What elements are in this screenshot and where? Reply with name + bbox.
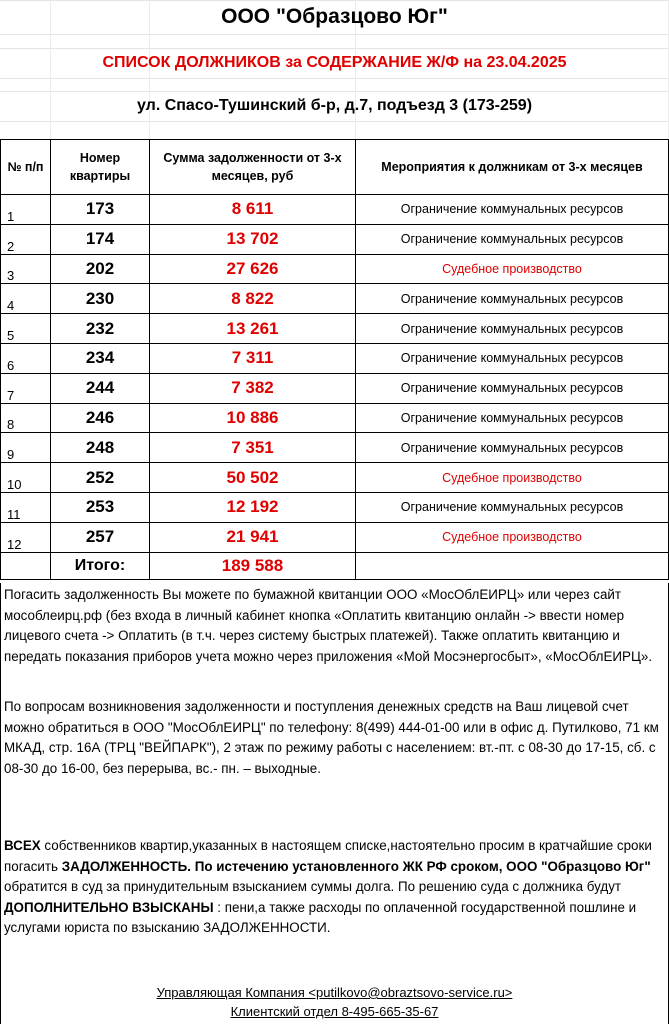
debt-measure: Судебное производство xyxy=(356,522,669,552)
debt-amount: 10 886 xyxy=(150,403,356,433)
total-amount: 189 588 xyxy=(150,552,356,579)
apartment-number: 230 xyxy=(51,284,150,314)
debt-amount: 8 611 xyxy=(150,195,356,225)
warning-text: : пени,а также расходы по оплаченной государственной пошлине и услугами юриста по взысканию ЗАДОЛЖЕННОСТИ. xyxy=(4,899,637,935)
document-title: СПИСОК ДОЛЖНИКОВ за СОДЕРЖАНИЕ Ж/Ф на 23.04.2025 xyxy=(102,54,567,71)
table-row xyxy=(1,373,669,403)
table-row xyxy=(1,224,669,254)
debt-amount: 7 382 xyxy=(150,373,356,403)
warning-bold-all: ВСЕХ xyxy=(4,838,41,853)
debt-measure: Ограничение коммунальных ресурсов xyxy=(356,314,669,344)
apartment-number: 248 xyxy=(51,433,150,463)
total-empty-cell xyxy=(356,552,669,579)
warning-text: обратится в суд за принудительным взысканием суммы долга. По решению суда с должника будут xyxy=(4,879,622,894)
debt-amount: 27 626 xyxy=(150,254,356,284)
company-name: ООО "Образцово Юг" xyxy=(221,5,448,28)
debt-amount: 13 261 xyxy=(150,314,356,344)
debt-measure: Ограничение коммунальных ресурсов xyxy=(356,343,669,373)
warning-paragraph xyxy=(4,836,664,939)
total-row xyxy=(1,552,669,579)
apartment-number: 252 xyxy=(51,463,150,493)
debt-measure: Ограничение коммунальных ресурсов xyxy=(356,195,669,225)
warning-text: собственников квартир,указанных в настоящем списке,настоятельно просим в кратчайшие сроки погасить xyxy=(4,838,652,874)
row-number: 8 xyxy=(1,403,51,433)
row-number: 11 xyxy=(1,492,51,522)
contact-info-paragraph: По вопросам возникновения задолженности и поступления денежных средств на Ваш лицевой счет можно обратиться в ООО "МосОблЕИРЦ" по телефону: 8(499) 444-01-00 или в офис д. Путилково, 71 км МКАД, стр. 16А (ТРЦ "ВЕЙПАРК"), 2 этаж по режиму работы с населением: вт.-пт. с 08-30 до 17-15, сб. с 08-30 до 16-00, без перерыва, вс.- пн. – выходные. xyxy=(4,699,659,776)
grid-line xyxy=(0,48,669,49)
table-row xyxy=(1,343,669,373)
apartment-number: 253 xyxy=(51,492,150,522)
row-number: 4 xyxy=(1,284,51,314)
debt-measure: Судебное производство xyxy=(356,254,669,284)
table-header-row xyxy=(1,140,669,195)
grid-line xyxy=(0,121,669,122)
grid-line xyxy=(0,34,669,35)
row-number: 10 xyxy=(1,463,51,493)
row-number: 12 xyxy=(1,522,51,552)
row-number: 7 xyxy=(1,373,51,403)
row-number: 9 xyxy=(1,433,51,463)
table-row xyxy=(1,403,669,433)
payment-info-paragraph: Погасить задолженность Вы можете по бумажной квитанции ООО «МосОблЕИРЦ» или через сайт мособлеирц.рф (без входа в личный кабинет кнопка «Оплатить квитанцию онлайн -> ввести номер лицевого счета -> Оплатить (в т.ч. через систему быстрых платежей). Также оплатить квитанцию и передать показания приборов учета можно через приложения «Мой Мосэнергосбыт», «МосОблЕИРЦ». xyxy=(4,587,653,664)
debt-amount: 21 941 xyxy=(150,522,356,552)
debt-measure: Ограничение коммунальных ресурсов xyxy=(356,224,669,254)
table-row xyxy=(1,433,669,463)
grid-line xyxy=(0,0,669,1)
header-amount: Сумма задолженности от 3-х месяцев, руб xyxy=(150,140,356,195)
table-row xyxy=(1,463,669,493)
table-row xyxy=(1,314,669,344)
row-number: 2 xyxy=(1,224,51,254)
grid-line xyxy=(0,78,669,79)
apartment-number: 234 xyxy=(51,343,150,373)
header-apartment: Номер квартиры xyxy=(51,140,150,195)
total-label: Итого: xyxy=(51,552,150,579)
apartment-number: 244 xyxy=(51,373,150,403)
debt-measure: Ограничение коммунальных ресурсов xyxy=(356,433,669,463)
footer-client-phone[interactable]: Клиентский отдел 8-495-665-35-67 xyxy=(230,1004,439,1019)
debt-measure: Ограничение коммунальных ресурсов xyxy=(356,284,669,314)
table-row xyxy=(1,284,669,314)
debtors-table xyxy=(0,139,669,580)
row-number: 5 xyxy=(1,314,51,344)
header-num: № п/п xyxy=(1,140,51,195)
debt-amount: 7 311 xyxy=(150,343,356,373)
row-number: 6 xyxy=(1,343,51,373)
table-row xyxy=(1,195,669,225)
apartment-number: 173 xyxy=(51,195,150,225)
header-measures: Мероприятия к должникам от 3-х месяцев xyxy=(356,140,669,195)
debt-amount: 7 351 xyxy=(150,433,356,463)
debt-measure: Ограничение коммунальных ресурсов xyxy=(356,373,669,403)
debt-measure: Ограничение коммунальных ресурсов xyxy=(356,492,669,522)
apartment-number: 232 xyxy=(51,314,150,344)
grid-line xyxy=(0,91,669,92)
apartment-number: 257 xyxy=(51,522,150,552)
row-number: 1 xyxy=(1,195,51,225)
warning-bold-additional: ДОПОЛНИТЕЛЬНО ВЗЫСКАНЫ xyxy=(4,899,214,915)
footer-company-email[interactable]: Управляющая Компания <putilkovo@obraztsovo-service.ru> xyxy=(156,985,513,1000)
debt-measure: Ограничение коммунальных ресурсов xyxy=(356,403,669,433)
table-row xyxy=(1,492,669,522)
debt-amount: 8 822 xyxy=(150,284,356,314)
table-row xyxy=(1,254,669,284)
debt-amount: 50 502 xyxy=(150,463,356,493)
debt-amount: 12 192 xyxy=(150,492,356,522)
apartment-number: 246 xyxy=(51,403,150,433)
warning-bold-debt: ЗАДОЛЖЕННОСТЬ. По истечению установленного ЖК РФ сроком, ООО "Образцово Юг" xyxy=(61,858,651,874)
apartment-number: 202 xyxy=(51,254,150,284)
building-address: ул. Спасо-Тушинский б-р, д.7, подъезд 3 (173-259) xyxy=(136,97,533,114)
total-empty-cell xyxy=(1,552,51,579)
table-row xyxy=(1,522,669,552)
debt-measure: Судебное производство xyxy=(356,463,669,493)
apartment-number: 174 xyxy=(51,224,150,254)
debt-amount: 13 702 xyxy=(150,224,356,254)
row-number: 3 xyxy=(1,254,51,284)
